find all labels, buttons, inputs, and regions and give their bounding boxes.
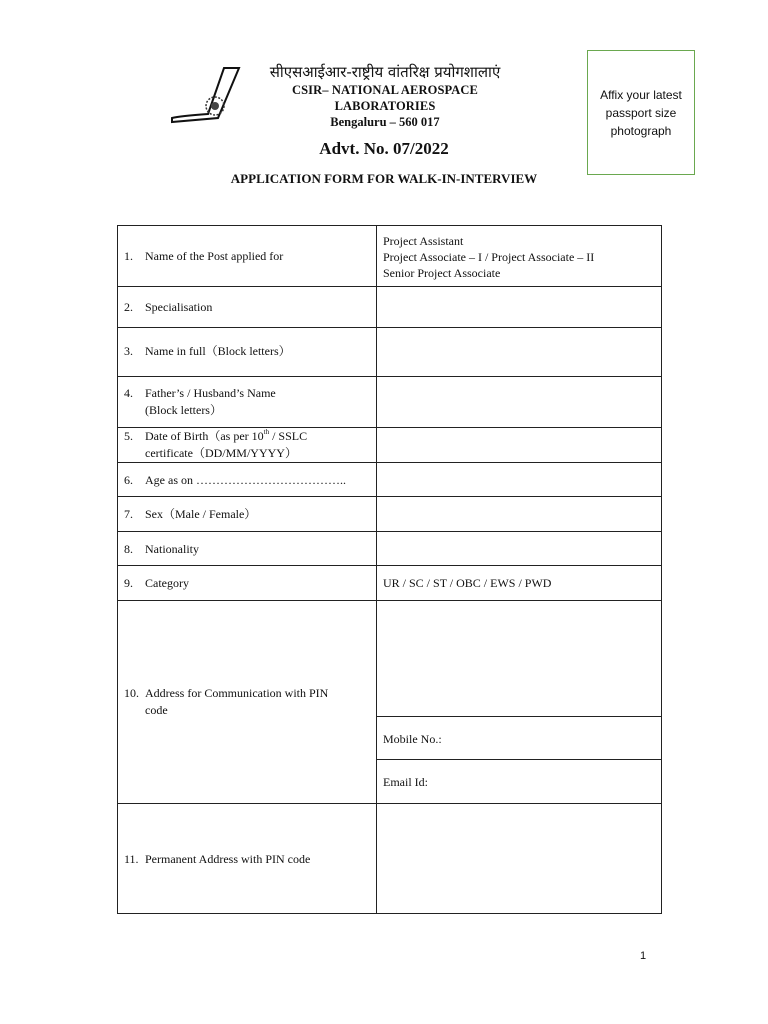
post-option: Project Associate – I / Project Associate – II: [383, 250, 595, 264]
row-1-post-options: [383, 233, 594, 281]
org-header: [244, 62, 526, 130]
mobile-label: Mobile No.:: [383, 732, 442, 746]
specialisation-field[interactable]: [378, 287, 661, 327]
category-options: UR / SC / ST / OBC / EWS / PWD: [383, 576, 552, 590]
email-label: Email Id:: [383, 775, 428, 789]
communication-address-field[interactable]: [378, 601, 661, 716]
row-5-label: 5. Date of Birth（as per 10th / SSLC certificate（DD/MM/YYYY）: [124, 428, 308, 460]
org-english-name: CSIR– NATIONAL AEROSPACE LABORATORIES: [292, 83, 478, 113]
org-hindi-name: सीएसआईआर-राष्ट्रीय वांतरिक्ष प्रयोगशालाएं: [269, 63, 501, 81]
row-9-label: 9. Category: [124, 576, 189, 590]
photo-note: Affix your latest passport size photograph: [600, 87, 682, 138]
age-field[interactable]: [378, 463, 661, 496]
application-form-table: [117, 225, 662, 914]
sex-field[interactable]: [378, 497, 661, 531]
nationality-field[interactable]: [378, 532, 661, 565]
org-city: Bengaluru – 560 017: [330, 115, 440, 129]
full-name-field[interactable]: [378, 328, 661, 376]
page-number: 1: [640, 950, 647, 962]
nal-logo: [170, 66, 242, 124]
row-2-label: 2. Specialisation: [124, 300, 213, 314]
permanent-address-field[interactable]: [378, 804, 661, 913]
row-1-label: 1. Name of the Post applied for: [124, 249, 284, 263]
post-option: Project Assistant: [383, 234, 464, 248]
row-3-label: 3. Name in full（Block letters）: [124, 344, 291, 358]
date-of-birth-field[interactable]: [378, 428, 661, 462]
form-title: APPLICATION FORM FOR WALK-IN-INTERVIEW: [230, 171, 538, 186]
row-7-label: 7. Sex（Male / Female）: [124, 507, 257, 521]
row-11-label: 11. Permanent Address with PIN code: [124, 852, 311, 866]
row-4-label: 4. Father’s / Husband’s Name (Block letters）: [124, 386, 276, 417]
row-10-label: 10. Address for Communication with PIN code: [124, 686, 329, 717]
row-6-label: 6. Age as on ………………………………..: [124, 473, 346, 487]
row-8-label: 8. Nationality: [124, 542, 199, 556]
advertisement-number: Advt. No. 07/2022: [319, 139, 449, 158]
post-option: Senior Project Associate: [383, 266, 501, 280]
father-husband-name-field[interactable]: [378, 377, 661, 427]
